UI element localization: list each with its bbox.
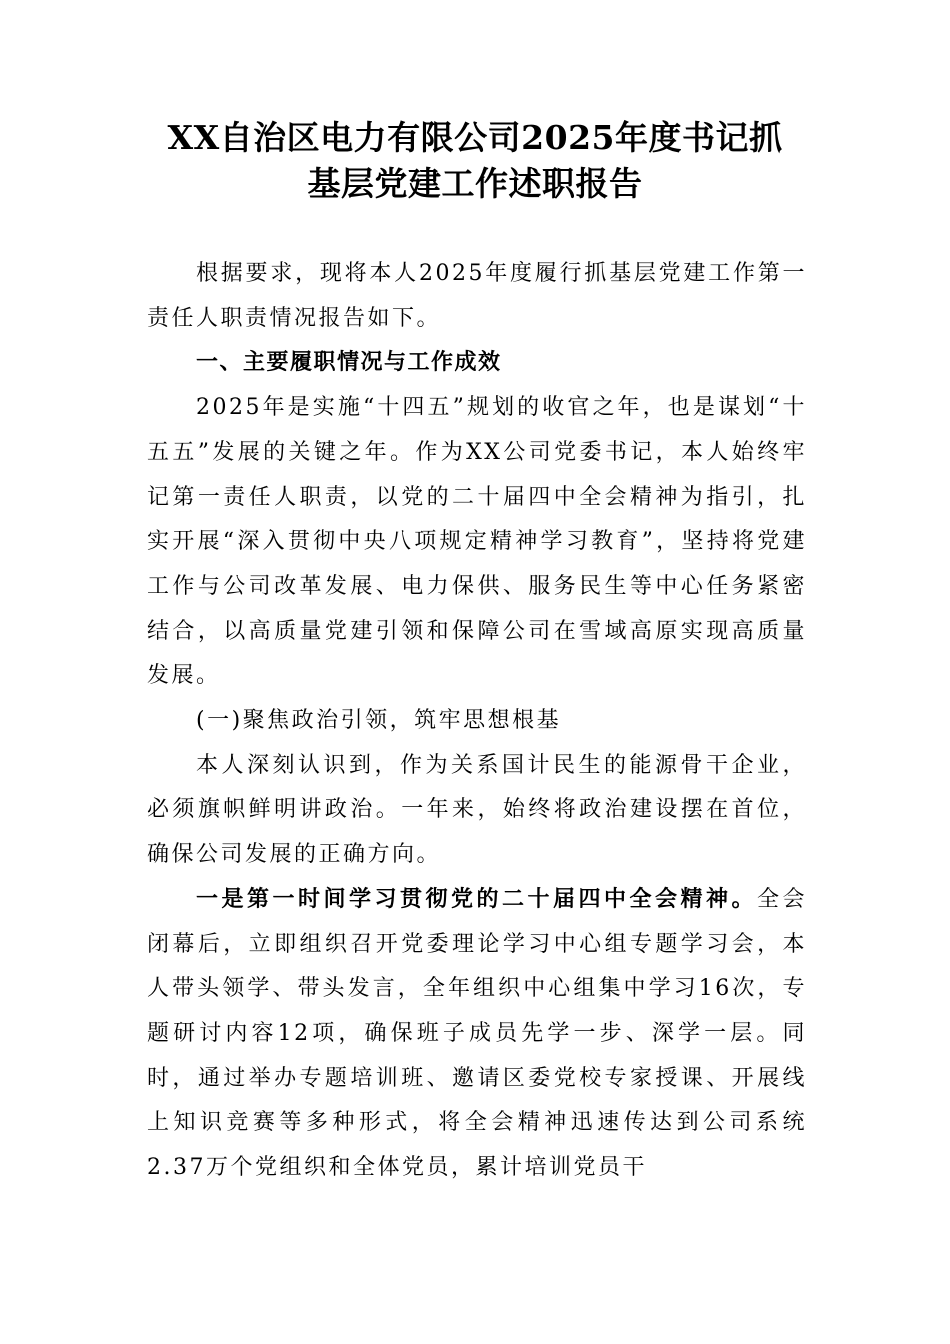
section-heading-1: 一、主要履职情况与工作成效: [196, 350, 502, 376]
subsection-heading-1: (一)聚焦政治引领，筑牢思想根基: [196, 708, 562, 734]
title-line-1: XX自治区电力有限公司2025年度书记抓: [167, 118, 783, 157]
point-1-lead: 一是第一时间学习贯彻党的二十届四中全会精神。: [196, 886, 757, 912]
point-1-paragraph: [147, 878, 807, 1191]
subsection-1-paragraph: 本人深刻认识到，作为关系国计民生的能源骨干企业，必须旗帜鲜明讲政治。一年来，始终将政治建设摆在首位，确保公司发展的正确方向。: [147, 752, 807, 868]
intro-paragraph: 根据要求，现将本人2025年度履行抓基层党建工作第一责任人职责情况报告如下。: [147, 261, 807, 331]
document-body: [147, 252, 807, 1191]
section-1-paragraph: 2025年是实施“十四五”规划的收官之年，也是谋划“十五五”发展的关键之年。作为XX公司党委书记，本人始终牢记第一责任人职责，以党的二十届四中全会精神为指引，扎实开展“深入贯彻中央八项规定精神学习教育”，坚持将党建工作与公司改革发展、电力保供、服务民生等中心任务紧密结合，以高质量党建引领和保障公司在雪域高原实现高质量发展。: [147, 395, 807, 689]
document-title: [120, 115, 830, 207]
point-1-text: 全会闭幕后，立即组织召开党委理论学习中心组专题学习会，本人带头领学、带头发言，全年组织中心组集中学习16次，专题研讨内容12项，确保班子成员先学一步、深学一层。同时，通过举办专题培训班、邀请区委党校专家授课、开展线上知识竞赛等多种形式，将全会精神迅速传达到公司系统2.37万个党组织和全体党员，累计培训党员干: [147, 886, 807, 1181]
title-line-2: 基层党建工作述职报告: [307, 164, 643, 203]
